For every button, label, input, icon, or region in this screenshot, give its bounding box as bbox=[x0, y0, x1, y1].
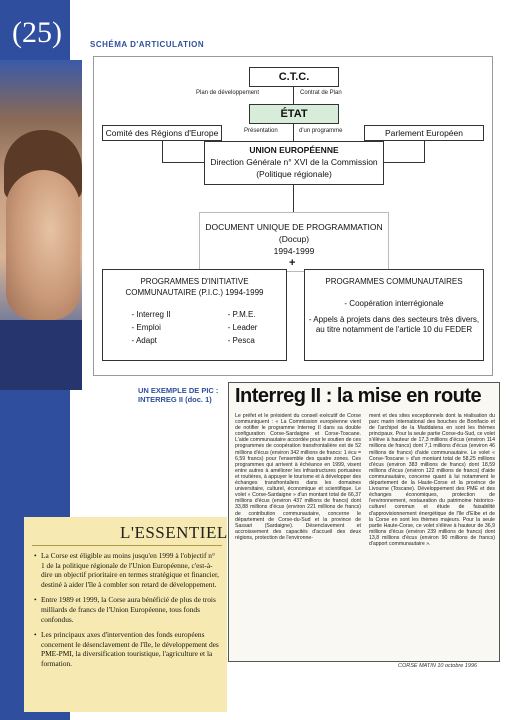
comite-connector bbox=[162, 141, 163, 163]
parlement-europeen-box: Parlement Européen bbox=[364, 125, 484, 141]
pcom-item2a: - Appels à projets dans des secteurs très divers, bbox=[308, 315, 480, 324]
pic-box bbox=[102, 269, 287, 361]
pic-title1: PROGRAMMES D'INITIATIVE bbox=[140, 277, 249, 286]
union-docup-connector bbox=[293, 185, 294, 212]
pic-item: - Pesca bbox=[227, 336, 255, 345]
portrait-photo bbox=[0, 60, 82, 390]
list-item: • Entre 1989 et 1999, la Corse aura bénéficié de plus de trois milliards de francs de l'Union Européenne, tous fonds confondus. bbox=[34, 595, 220, 624]
photo-face bbox=[6, 170, 80, 320]
docup-line2: (Docup) bbox=[278, 234, 310, 244]
schema-title: SCHÉMA D'ARTICULATION bbox=[90, 40, 205, 49]
list-item: • Les principaux axes d'intervention des fonds européens concernent le désenclavement de l'île, le développement des PME-PMI, la diversification touristique, l'agriculture et la formation. bbox=[34, 630, 220, 668]
exemple-label bbox=[138, 386, 218, 404]
pic-title2: COMMUNAUTAIRE (P.I.C.) 1994-1999 bbox=[125, 288, 264, 297]
parlement-connector bbox=[424, 141, 425, 163]
pcom-item1: - Coopération interrégionale bbox=[344, 299, 444, 308]
newspaper-clipping bbox=[228, 382, 500, 662]
docup-line3: 1994-1999 bbox=[273, 246, 315, 256]
essentiel-box bbox=[24, 517, 227, 712]
pic-item: - Adapt bbox=[131, 336, 157, 345]
union-line3: (Politique régionale) bbox=[256, 169, 332, 179]
plan-label: Plan de développement bbox=[196, 90, 260, 96]
presentation-label: Présentation bbox=[244, 128, 278, 134]
etat-union-connector bbox=[293, 124, 294, 141]
exemple-line2: INTERREG II (doc. 1) bbox=[138, 395, 212, 404]
etat-box: ÉTAT bbox=[249, 104, 339, 124]
list-item: • La Corse est éligible au moins jusqu'en 1999 à l'objectif n° 1 de la politique régionale de l'Union Européenne, c'est-à-dire un objectif prioritaire en termes stratégique et financier, destiné à aider l'île à combler son retard de développement. bbox=[34, 551, 220, 589]
union-europeenne-box bbox=[204, 141, 384, 185]
programme-label: d'un programme bbox=[299, 128, 343, 134]
pic-item: - Emploi bbox=[131, 323, 161, 332]
pcom-title: PROGRAMMES COMMUNAUTAIRES bbox=[325, 277, 463, 286]
plus-sign: + bbox=[289, 257, 296, 269]
pcom-item2 bbox=[305, 315, 483, 335]
article-column-2: ment et des sites exceptionnels dont la réalisation du parc marin international des bouches de Bonifacio et de l'archipel de la Maddalena en sont les thèmes principaux. Pour la seule partie Corse-du-Sud, ce volet s'élève à hauteur de 17,3 millions d'écus (environ 114 millions de francs) dont 7,1 millions d'écus (environ 46 millions de francs) d'aide communautaire. Le volet « Corse-Toscane » d'un montant total de 58,25 millions d'écus (environ 383 millions de francs) dont 18,59 millions d'écus (environ 122 millions de francs) d'aide communautaire, concerne quant à lui notamment le département de la Haute-Corse et la province de Livourne (Toscane). Développement des PME et des échanges économiques, protection de l'environnement, restauration du patrimoine historico-culturel commun et étude de faisabilité d'approvisionnement énergétique de l'île d'Elbe et de la Corse en sont les thèmes majeurs. Pour la seule partie Haute-Corse, ce volet s'élève à hauteur de 36,9 millions d'écus (environ 239 millions de francs) dont 13,8 millions d'écus (environ 90 millions de francs) d'apport communautaire ». bbox=[369, 413, 495, 547]
union-title: UNION EUROPÉENNE bbox=[249, 145, 339, 155]
articulation-diagram bbox=[93, 56, 493, 376]
essentiel-title: L'ESSENTIEL bbox=[120, 523, 228, 542]
article-caption: CORSE MATIN 10 octobre 1996 bbox=[398, 663, 478, 669]
union-line2: Direction Générale n° XVI de la Commission bbox=[210, 157, 378, 167]
essentiel-divider bbox=[32, 545, 222, 546]
article-columns bbox=[235, 413, 495, 653]
page-number: (25) bbox=[12, 16, 62, 49]
essentiel-list bbox=[34, 551, 220, 675]
programmes-communautaires-box bbox=[304, 269, 484, 361]
pic-left-list bbox=[132, 308, 171, 347]
comite-connector-h bbox=[162, 162, 204, 163]
pic-item: - Leader bbox=[227, 323, 258, 332]
photo-shirt bbox=[0, 320, 82, 390]
pcom-item2b: au titre notamment de l'article 10 du FEDER bbox=[315, 325, 473, 334]
contrat-label: Contrat de Plan bbox=[300, 90, 342, 96]
ctc-etat-connector bbox=[293, 87, 294, 104]
pic-item: - Interreg II bbox=[131, 310, 171, 319]
pic-item: - P.M.E. bbox=[227, 310, 256, 319]
article-headline: Interreg II : la mise en route bbox=[235, 385, 482, 407]
pic-right-list bbox=[228, 308, 258, 347]
ctc-box: C.T.C. bbox=[249, 67, 339, 87]
docup-line1: DOCUMENT UNIQUE DE PROGRAMMATION bbox=[205, 222, 383, 232]
comite-regions-box: Comité des Régions d'Europe bbox=[102, 125, 222, 141]
parlement-connector-h bbox=[384, 162, 424, 163]
article-column-1: Le préfet et le président du conseil exécutif de Corse communiquent : « La Commission européenne vient de notifier le programme Interreg II dans sa double configuration Corse-Sardaigne et Corse-Toscane. L'aide communautaire accordée pour le soutien de ces programmes de coopération transfrontalière est de 52 millions d'écus (environ 342 millions de francs: 1 écu = 6,59 francs) pour l'ensemble des quatre zones. Ces programmes qui arrivent à échéance en 1999, visent entre autres à améliorer les infrastructures portuaires et routières, à appuyer le tourisme et à développer des échanges transfrontaliers dans les domaines universitaire, culturel, économique et scientifique. Le volet « Corse-Sardaigne » d'un montant total de 66,37 millions d'écus (environ 437 millions de francs) dont 33,88 millions d'écus (environ 221 millions de francs) de contribution communautaire, concerne le département de Corse-du-Sud et la province de Sassari (Sardaigne). Désenclavement et accroissement des capacités d'accueil des deux régions, protection de l'environne- bbox=[235, 413, 361, 541]
exemple-line1: UN EXEMPLE DE PIC : bbox=[138, 386, 219, 395]
